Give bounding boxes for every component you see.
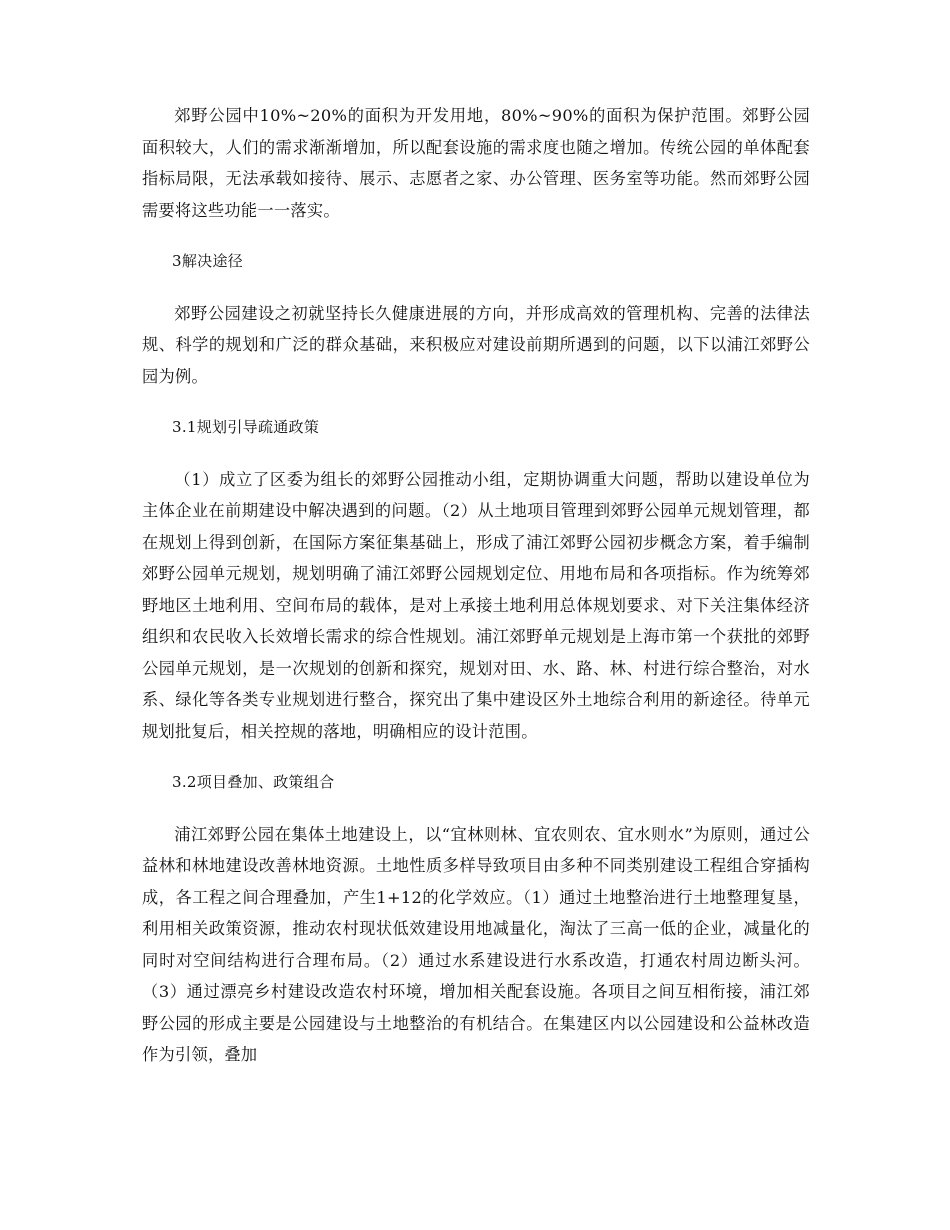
paragraph-planning-policy: （1）成立了区委为组长的郊野公园推动小组，定期协调重大问题，帮助以建设单位为主体企业在前期建设中解决遇到的问题。（2）从土地项目管理到郊野公园单元规划管理，都在规划上得到创新，在国际方案征集基础上，形成了浦江郊野公园初步概念方案，着手编制郊野公园单元规划，规划明确了浦江郊野公园规划定位、用地布局和各项指标。作为统筹郊野地区土地利用、空间布局的载体，是对上承接土地利用总体规划要求、对下关注集体经济组织和农民收入长效增长需求的综合性规划。浦江郊野单元规划是上海市第一个获批的郊野公园单元规划，是一次规划的创新和探究，规划对田、水、路、林、村进行综合整治，对水系、绿化等各类专业规划进行整合，探究出了集中建设区外土地综合利用的新途径。待单元规划批复后，相关控规的落地，明确相应的设计范围。: [142, 469, 810, 741]
section-heading-planning-policy: 3.1规划引导疏通政策: [172, 418, 320, 436]
section-heading-solutions: 3解决途径: [172, 252, 244, 270]
section-heading-project-overlay: 3.2项目叠加、政策组合: [172, 773, 335, 791]
paragraph-facilities: 郊野公园中10%~20%的面积为开发用地，80%~90%的面积为保护范围。郊野公园面积较大，人们的需求渐渐增加，所以配套设施的需求度也随之增加。传统公园的单体配套指标局限，无法承载如接待、展示、志愿者之家、办公管理、医务室等功能。然而郊野公园需要将这些功能一一落实。: [142, 106, 810, 220]
document-page: [142, 100, 810, 1071]
paragraph-project-overlay: 浦江郊野公园在集体土地建设上，以“宜林则林、宜农则农、宜水则水”为原则，通过公益林和林地建设改善林地资源。土地性质多样导致项目由多种不同类别建设工程组合穿插构成，各工程之间合理叠加，产生1+12的化学效应。（1）通过土地整治进行土地整理复垦，利用相关政策资源，推动农村现状低效建设用地减量化，淘汰了三高一低的企业，减量化的同时对空间结构进行合理布局。（2）通过水系建设进行水系改造，打通农村周边断头河。（3）通过漂亮乡村建设改造农村环境，增加相关配套设施。各项目之间互相衔接，浦江郊野公园的形成主要是公园建设与土地整治的有机结合。在集建区内以公园建设和公益林改造作为引领，叠加: [142, 824, 810, 1064]
paragraph-solutions-intro: 郊野公园建设之初就坚持长久健康进展的方向，并形成高效的管理机构、完善的法律法规、科学的规划和广泛的群众基础，来积极应对建设前期所遇到的问题，以下以浦江郊野公园为例。: [142, 303, 810, 386]
